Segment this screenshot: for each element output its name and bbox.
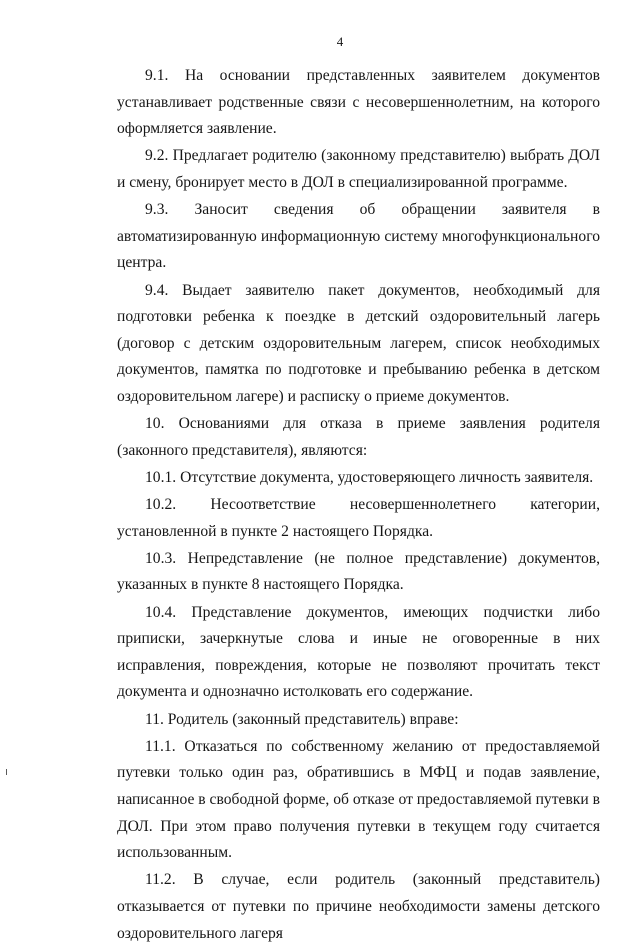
paragraph-9-3: 9.3. Заносит сведения об обращении заявителя в автоматизированную информационную систему многофункционального центра. bbox=[117, 201, 600, 272]
page-number: 4 bbox=[336, 34, 344, 49]
paragraph-9-2: 9.2. Предлагает родителю (законному представителю) выбрать ДОЛ и смену, бронирует место в ДОЛ в специализированной программе. bbox=[117, 147, 600, 191]
document-body bbox=[117, 63, 600, 947]
paragraph-10-3: 10.3. Непредставление (не полное представление) документов, указанных в пункте 8 настоящего Порядка. bbox=[117, 549, 600, 594]
paragraph-11-2: 11.2. В случае, если родитель (законный представитель) отказывается от путевки по причине необходимости замены детского оздоровительного лагеря bbox=[117, 871, 600, 942]
paragraph-11: 11. Родитель (законный представитель) вправе: bbox=[145, 710, 459, 728]
paragraph-9-4: 9.4. Выдает заявителю пакет документов, необходимый для подготовки ребенка к поездке в детский оздоровительный лагерь (договор с детским оздоровительным лагерем, список необходимых документов, памятка по подготовке и пребыванию ребенка в детском оздоровительном лагере) и расписку о приеме документов. bbox=[117, 281, 600, 405]
paragraph-10-2: 10.2. Несоответствие несовершеннолетнего категории, установленной в пункте 2 настоящего Порядка. bbox=[117, 496, 600, 540]
paragraph-10-1: 10.1. Отсутствие документа, удостоверяющего личность заявителя. bbox=[145, 468, 594, 486]
paragraph-10: 10. Основаниями для отказа в приеме заявления родителя (законного представителя), являются: bbox=[117, 415, 600, 459]
paragraph-9-1: 9.1. На основании представленных заявителем документов устанавливает родственные связи с несовершеннолетним, на которого оформляется заявление. bbox=[117, 67, 600, 138]
paragraph-10-4: 10.4. Представление документов, имеющих подчистки либо приписки, зачеркнутые слова и иные не оговоренные в них исправления, повреждения, которые не позволяют прочитать текст документа и однозначно истолковать его содержание. bbox=[117, 603, 600, 701]
paragraph-11-1: 11.1. Отказаться по собственному желанию от предоставляемой путевки только один раз, обратившись в МФЦ и подав заявление, написанное в свободной форме, об отказе от предоставляемой путевки в ДОЛ. При этом право получения путевки в текущем году считается использованным. bbox=[117, 737, 600, 862]
scan-edge-mark bbox=[6, 769, 7, 775]
